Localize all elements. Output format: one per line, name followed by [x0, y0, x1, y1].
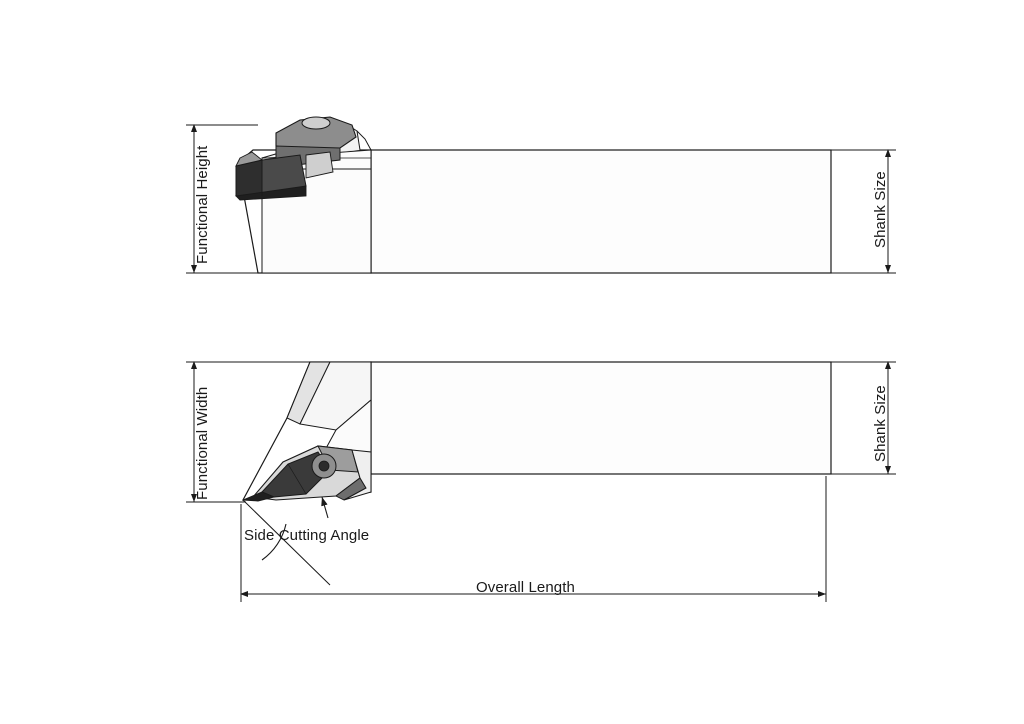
label-overall-length: Overall Length [476, 579, 575, 596]
label-functional-width: Functional Width [194, 386, 211, 500]
label-shank-size-top: Shank Size [872, 171, 889, 248]
side-view-geometry [236, 117, 831, 273]
label-side-cutting-angle: Side Cutting Angle [244, 527, 370, 544]
label-shank-size-bottom: Shank Size [872, 385, 889, 462]
top-view-geometry [243, 362, 831, 501]
label-functional-height: Functional Height [194, 145, 211, 264]
